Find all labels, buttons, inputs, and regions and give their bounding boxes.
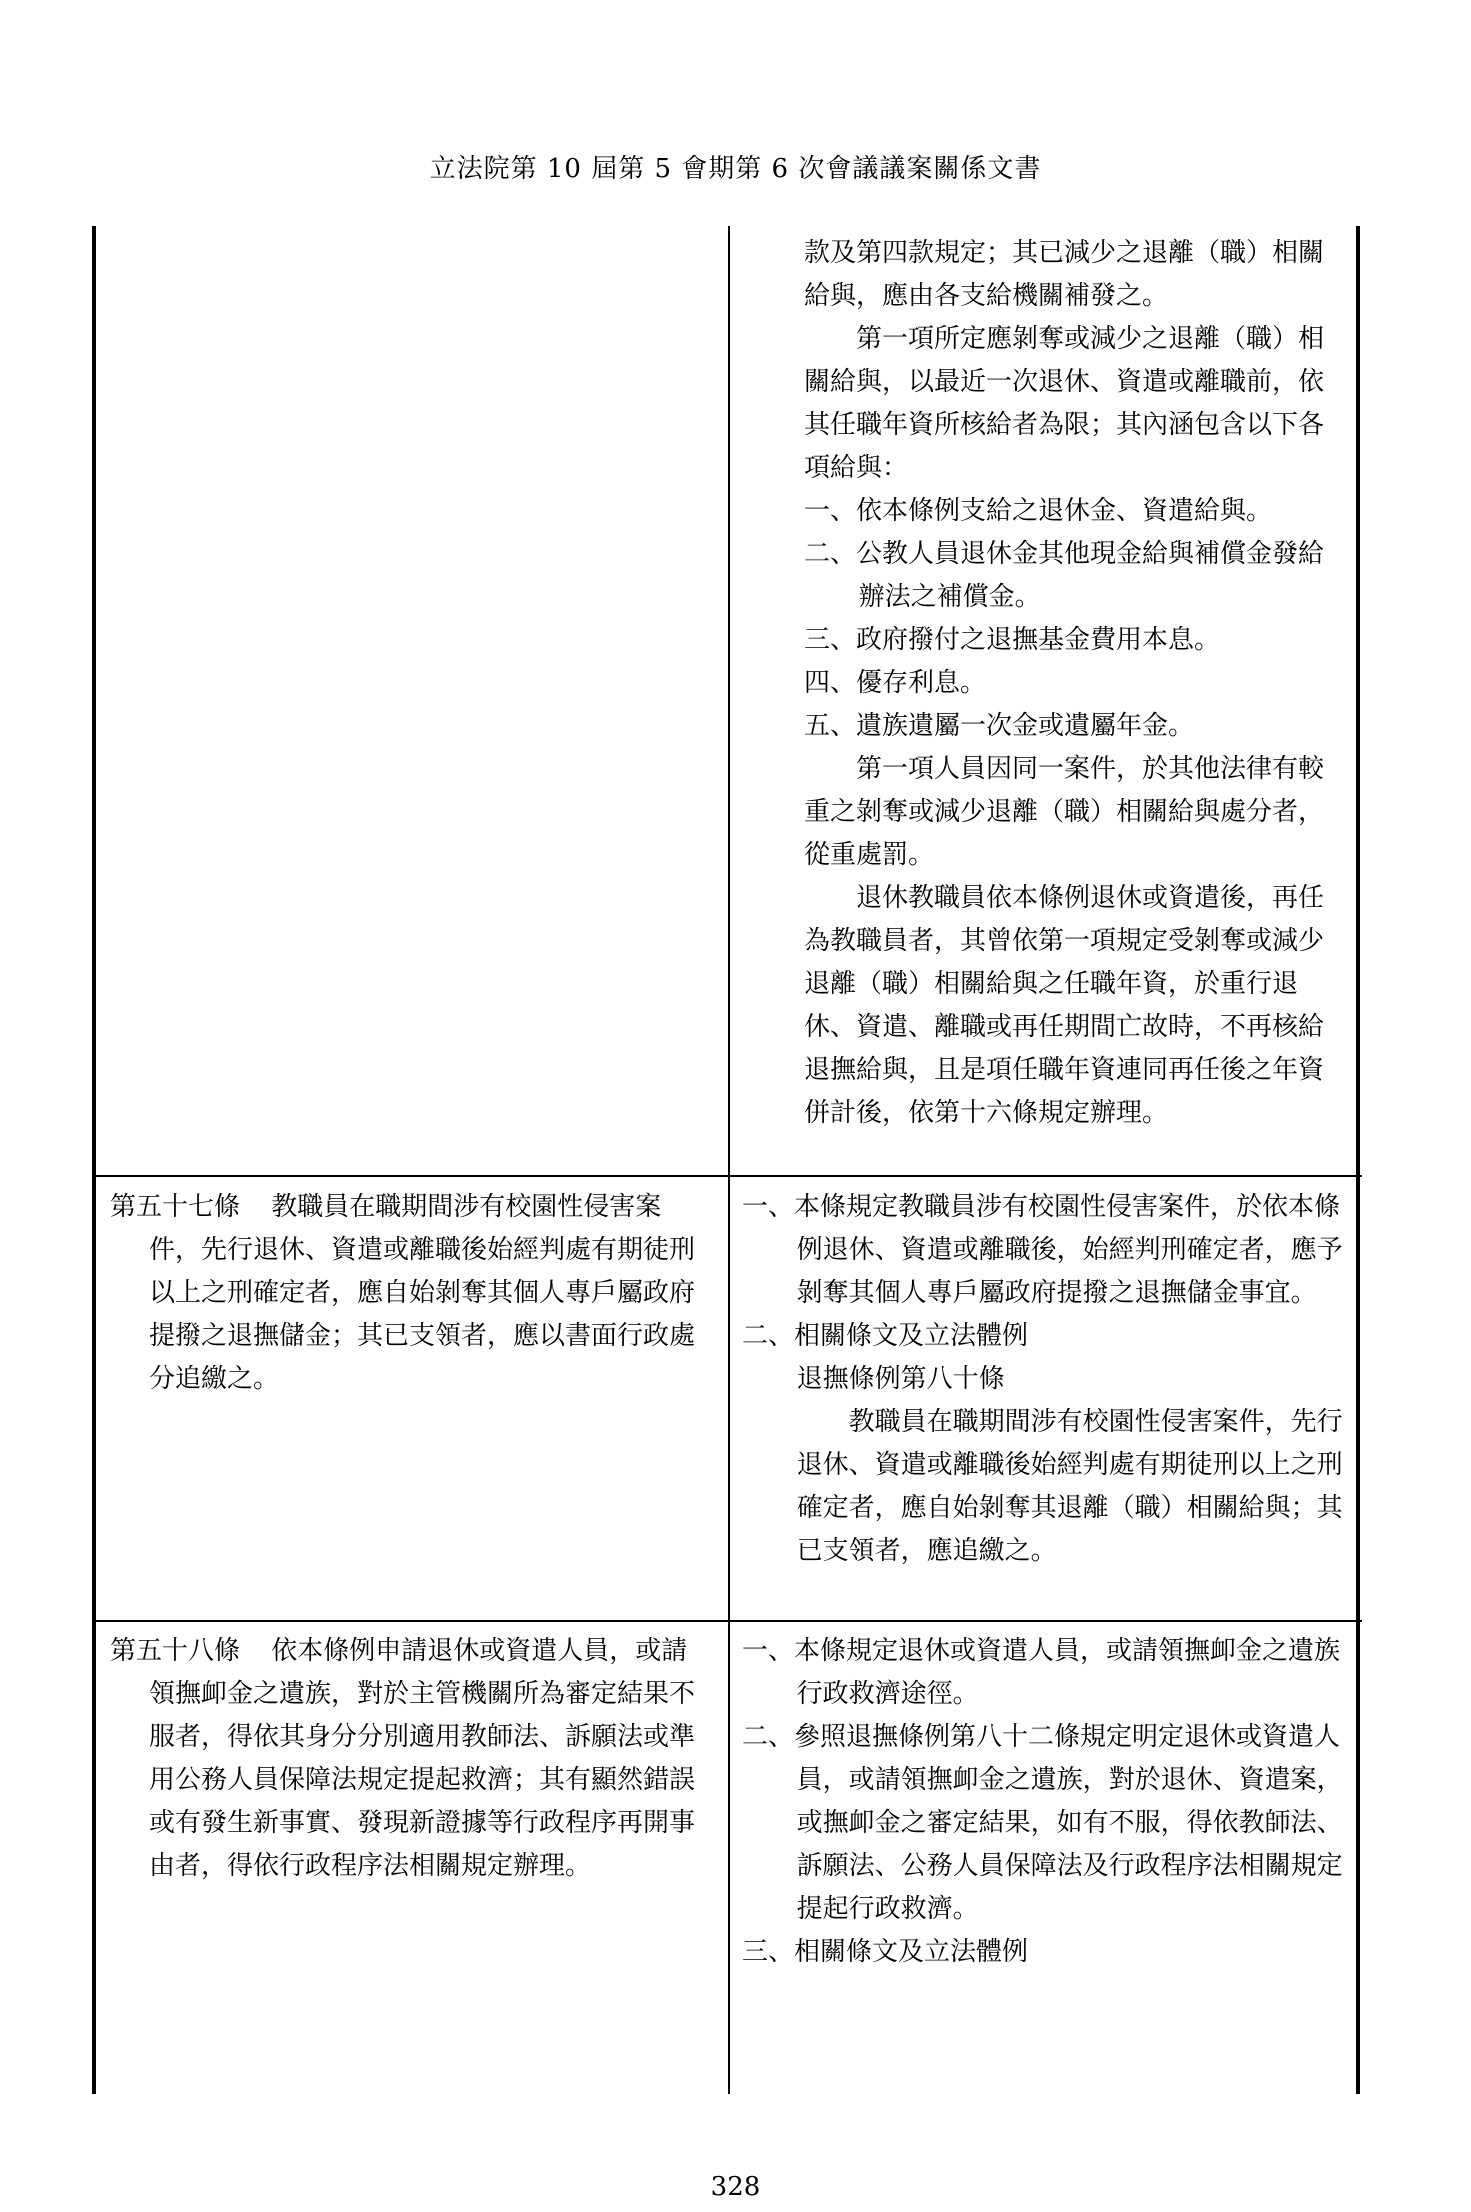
paragraph: 退休教職員依本條例退休或資遣後，再任為教職員者，其曾依第一項規定受剝奪或減少退離（職）相關給與之任職年資，於重行退休、資遣、離職或再任期間亡故時，不再核給退撫給與，且是項任職年資連同再任後之年資併計後，依第十六條規定辦理。 xyxy=(804,883,1325,1128)
row3-explanation xyxy=(742,1630,1346,1974)
article-body: 教職員在職期間涉有校園性侵害案件，先行退休、資遣或離職後始經判處有期徒刑以上之刑確定者，應自始剝奪其個人專戶屬政府提撥之退撫儲金；其已支領者，應以書面行政處分追繳之。 xyxy=(149,1192,696,1394)
article-body: 依本條例申請退休或資遣人員，或請領撫卹金之遺族，對於主管機關所為審定結果不服者，得依其身分分別適用教師法、訴願法或準用公務人員保障法規定提起救濟；其有顯然錯誤或有發生新事實、發現新證據等行政程序再開事由者，得依行政程序法相關規定辦理。 xyxy=(149,1636,696,1881)
comparison-table xyxy=(92,226,1362,2094)
row1-explanation xyxy=(804,232,1346,1135)
row-divider-2 xyxy=(92,1620,1362,1622)
article-number: 第五十七條 xyxy=(110,1192,241,1222)
document-header: 立法院第 10 屆第 5 會期第 6 次會議議案關係文書 xyxy=(429,154,1042,184)
reference-title: 退撫條例第八十條 xyxy=(796,1364,1005,1394)
table-border-left xyxy=(92,226,96,2094)
row2-article xyxy=(110,1186,710,1401)
list-item: 五、遺族遺屬一次金或遺屬年金。 xyxy=(804,711,1195,741)
list-item: 一、本條規定教職員涉有校園性侵害案件，於依本條例退休、資遣或離職後，始經判刑確定者，應予剝奪其個人專戶屬政府提撥之退撫儲金事宜。 xyxy=(742,1192,1343,1308)
list-item: 三、政府撥付之退撫基金費用本息。 xyxy=(804,625,1221,655)
paragraph: 款及第四款規定；其已減少之退離（職）相關給與，應由各支給機關補發之。 xyxy=(804,238,1325,311)
list-item: 二、參照退撫條例第八十二條規定明定退休或資遣人員，或請領撫卹金之遺族，對於退休、資遣案，或撫卹金之審定結果，如有不服，得依教師法、訴願法、公務人員保障法及行政程序法相關規定提起行政救濟。 xyxy=(742,1722,1343,1924)
page-number: 328 xyxy=(710,2172,761,2202)
list-item: 一、本條規定退休或資遣人員，或請領撫卹金之遺族行政救濟途徑。 xyxy=(742,1636,1341,1709)
table-border-right xyxy=(1356,226,1360,2094)
article-text xyxy=(110,1186,710,1401)
row3-article xyxy=(110,1630,710,1888)
article-number: 第五十八條 xyxy=(110,1636,241,1666)
table-column-divider xyxy=(728,226,730,2094)
list-item: 二、公教人員退休金其他現金給與補償金發給辦法之補償金。 xyxy=(804,539,1325,612)
row2-explanation xyxy=(742,1186,1346,1573)
paragraph: 第一項所定應剝奪或減少之退離（職）相關給與，以最近一次退休、資遣或離職前，依其任職年資所核給者為限；其內涵包含以下各項給與： xyxy=(804,324,1325,483)
list-item: 一、依本條例支給之退休金、資遣給與。 xyxy=(804,496,1273,526)
paragraph: 第一項人員因同一案件，於其他法律有較重之剝奪或減少退離（職）相關給與處分者，從重處罰。 xyxy=(804,754,1325,870)
row-divider-1 xyxy=(92,1175,1362,1177)
list-item: 四、優存利息。 xyxy=(804,668,987,698)
list-item: 二、相關條文及立法體例 xyxy=(742,1321,1029,1351)
list-item: 三、相關條文及立法體例 xyxy=(742,1937,1029,1967)
article-text xyxy=(110,1630,710,1888)
reference-text: 教職員在職期間涉有校園性侵害案件，先行退休、資遣或離職後始經判處有期徒刑以上之刑確定者，應自始剝奪其退離（職）相關給與；其已支領者，應追繳之。 xyxy=(796,1407,1343,1566)
